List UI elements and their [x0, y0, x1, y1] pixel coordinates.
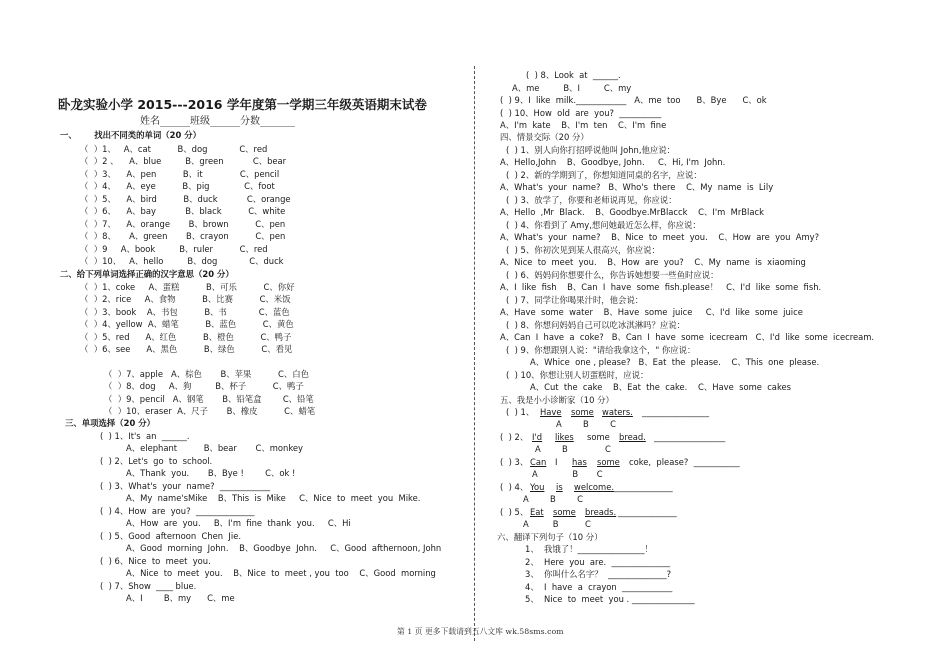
diagnose-word: is	[556, 482, 563, 492]
option-line: A、I'm kate B、I'm ten C、I'm fine	[500, 120, 667, 130]
diagnose-word: some	[571, 407, 594, 417]
diagnose-number: ( ) 5、	[500, 507, 529, 517]
question-line: ( ) 3、放学了，你要和老师说再见，你应说：	[506, 195, 677, 205]
question-line: （ ）6、 A、bay B、black C、white	[80, 206, 286, 216]
student-info: 姓名______班级______分数_______	[140, 116, 295, 127]
diagnose-word: breads.	[585, 507, 617, 517]
question-line: ( ) 2、新的学期到了，你想知道同桌的名字，应说：	[506, 170, 702, 180]
option-line: A、me B、I C、my	[512, 83, 632, 93]
answer-blank: ________________	[642, 407, 709, 417]
section-2-title: 二、给下列单词选择正确的汉字意思（20 分）	[60, 269, 234, 279]
question-line: （ ）6、see A、黑色 B、绿色 C、看见	[80, 344, 293, 354]
question-line: ( ) 1、别人向你打招呼说他叫 John,他应说：	[506, 145, 676, 155]
question-line: （ ）8、dog A、狗 B、杯子 C、鸭子	[104, 381, 304, 391]
diagnose-word: Eat	[530, 507, 544, 517]
question-line: ( ) 1、It's an ______.	[100, 431, 190, 441]
question-line: （ ）7、 A、orange B、brown C、pen	[80, 219, 286, 229]
diagnose-word: waters.	[602, 407, 633, 417]
diagnose-word: some	[587, 432, 610, 442]
answer-blank: ______________	[618, 507, 677, 517]
diagnose-word: welcome.	[574, 482, 615, 492]
abc-markers: A B C	[523, 519, 591, 529]
diagnose-word: has	[572, 457, 587, 467]
diagnose-word: I'd	[532, 432, 543, 442]
diagnose-word: Have	[540, 407, 562, 417]
question-line: （ ）2、rice A、食物 B、比赛 C、米饭	[80, 294, 291, 304]
question-line: （ ）9、pencil A、钢笔 B、铅笔盒 C、铅笔	[104, 394, 314, 404]
question-line: （ ）3、book A、书包 B、书 C、蓝色	[80, 307, 290, 317]
translate-line: 4、 I have a crayon ____________	[525, 582, 673, 592]
translate-line: 5、 Nice to meet you . _______________	[525, 594, 695, 604]
answer-blank: ______________	[614, 482, 673, 492]
section-1-title: 一、 找出不同类的单词（20 分）	[60, 130, 201, 140]
diagnose-word: Can	[530, 457, 547, 467]
question-line: （ ）10、 A、hello B、dog C、duck	[80, 256, 284, 266]
question-line: ( ) 2、Let's go to school.	[100, 456, 213, 466]
option-line: A、Thank you. B、Bye ! C、ok !	[126, 468, 296, 478]
diagnose-number: ( ) 2、	[500, 432, 529, 442]
option-line: A、What's your name? B、Nice to meet you. C、How are you Amy?	[500, 232, 820, 242]
question-line: （ ）4、yellow A、蜡笔 B、蓝色 C、黄色	[80, 319, 294, 329]
section-5-title: 五、我是小小诊断家（10 分）	[500, 395, 614, 405]
option-line: A、How are you. B、I'm fine thank you. C、Hi	[126, 518, 351, 528]
question-line: （ ）5、 A、bird B、duck C、orange	[80, 194, 291, 204]
question-line: ( ) 4、How are you? ______________	[100, 506, 255, 516]
diagnose-word: some	[553, 507, 576, 517]
column-divider	[474, 66, 475, 641]
question-line: ( ) 8、你想问妈妈自己可以吃冰淇淋吗？应说：	[506, 320, 685, 330]
option-line: A、I like fish B、Can I have some fish.please！ C、I'd like some fish.	[500, 282, 822, 292]
question-line: ( ) 7、同学让你喝果汁时，他会说：	[506, 295, 644, 305]
question-line: ( ) 6、妈妈问你想要什么，你告诉她想要一些鱼时应说：	[506, 270, 719, 280]
option-line: A、Whice one , please? B、Eat the please. C、This one please.	[530, 357, 820, 367]
answer-blank: _________________	[654, 432, 726, 442]
option-line: A、Good morning John. B、Goodbye John. C、Good afthernoon, John	[126, 543, 442, 553]
option-line: A、Nice to meet you. B、Nice to meet , you too C、Good morning	[126, 568, 436, 578]
option-line: A、Hello ,Mr Black. B、Goodbye.MrBlacck C、I'm MrBlack	[500, 207, 764, 217]
question-line: ( ) 10、你想让别人切蛋糕时，应说：	[506, 370, 649, 380]
option-line: A、Have some water B、Have some juice C、I'd like some juice	[500, 307, 803, 317]
question-line: ( ) 9、I like milk.____________ A、me too B、Bye C、ok	[500, 95, 767, 105]
abc-markers: A B C	[556, 419, 616, 429]
question-line: ( ) 5、Good afternoon Chen Jie.	[100, 531, 242, 541]
question-line: （ ）2 、 A、blue B、green C、bear	[80, 156, 287, 166]
question-line: （ ）4、 A、eye B、pig C、foot	[80, 181, 275, 191]
question-line: （ ）7、apple A、棕色 B、苹果 C、白色	[104, 369, 309, 379]
option-line: A、My name'sMike B、This is Mike C、Nice to meet you Mike.	[126, 493, 421, 503]
section-3-title: 三、单项选择（20 分）	[65, 418, 155, 428]
question-line: ( ) 7、Show ____ blue.	[100, 581, 197, 591]
question-line: ( ) 6、Nice to meet you.	[100, 556, 211, 566]
option-line: A、Can I have a coke? B、Can I have some icecream C、I'd like some icecream.	[500, 332, 875, 342]
question-line: （ ）10、eraser A、尺子 B、橡皮 C、蜡笔	[104, 406, 316, 416]
option-line: A、I B、my C、me	[126, 593, 235, 603]
question-line: （ ）3、 A、pen B、it C、pencil	[80, 169, 280, 179]
option-line: A、elephant B、bear C、monkey	[126, 443, 303, 453]
option-line: A、Nice to meet you. B、How are you? C、My name is xiaoming	[500, 257, 806, 267]
diagnose-word: You	[530, 482, 545, 492]
question-line: （ ）1、coke A、蛋糕 B、可乐 C、你好	[80, 282, 295, 292]
diagnose-number: ( ) 4、	[500, 482, 529, 492]
diagnose-rest: coke, please? ___________	[629, 457, 740, 467]
diagnose-number: ( ) 3、	[500, 457, 529, 467]
diagnose-number: ( ) 1、	[506, 407, 535, 417]
question-line: ( ) 3、What's your name? ____________	[100, 481, 271, 491]
page-title: 卧龙实验小学 2015---2016 学年度第一学期三年级英语期末试卷	[58, 97, 427, 112]
question-line: ( ) 5、你初次见到某人很高兴，你应说：	[506, 245, 660, 255]
question-line: ( ) 10、How old are you? __________	[500, 108, 662, 118]
diagnose-word: some	[597, 457, 620, 467]
option-line: A、Hello,John B、Goodbye, John. C、Hi, I'm John.	[500, 157, 726, 167]
diagnose-word: bread.	[619, 432, 646, 442]
option-line: A、What's your name? B、Who's there C、My name is Lily	[500, 182, 774, 192]
question-line: （ ）9 A、book B、ruler C、red	[80, 244, 268, 254]
question-line: （ ）8、 A、green B、crayon C、pen	[80, 231, 286, 241]
question-line: （ ）1、 A、cat B、dog C、red	[80, 144, 268, 154]
translate-line: 1、 我饿了！________________！	[525, 544, 653, 554]
question-line: ( ) 4、你看到了 Amy,想问她最近怎么样，你应说：	[506, 220, 701, 230]
diagnose-word: I	[555, 457, 558, 467]
translate-line: 3、 你叫什么名字？ ______________?	[525, 569, 672, 579]
abc-markers: A B C	[523, 494, 583, 504]
diagnose-word: likes	[555, 432, 574, 442]
section-4-title: 四、情景交际（20 分）	[500, 132, 589, 142]
question-line: ( ) 9、你想跟别人说："请给我拿这个，" 你应说：	[506, 345, 696, 355]
question-line: ( ) 8、Look at ______.	[526, 70, 621, 80]
section-6-title: 六、翻译下列句子（10 分）	[497, 532, 603, 542]
page-footer: 第 1 页 更多下载请到五八文库 wk.58sms.com	[397, 627, 564, 636]
abc-markers: A B C	[535, 444, 611, 454]
translate-line: 2、 Here you are. ______________	[525, 557, 671, 567]
abc-markers: A B C	[532, 469, 603, 479]
option-line: A、Cut the cake B、Eat the cake. C、Have some cakes	[530, 382, 792, 392]
question-line: （ ）5、red A、红色 B、橙色 C、鸭子	[80, 332, 292, 342]
